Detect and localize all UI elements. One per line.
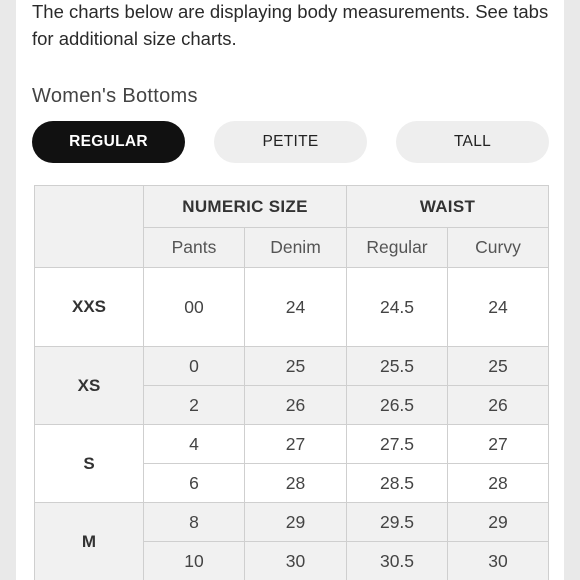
table-cell: 6 [144,464,245,503]
table-cell: 30.5 [347,542,448,580]
tab-petite[interactable]: PETITE [214,121,367,163]
size-label: XXS [35,268,144,347]
table-cell: 24.5 [347,268,448,347]
table-cell: 00 [144,268,245,347]
table-cell: 27 [448,425,549,464]
table-cell: 10 [144,542,245,580]
table-cell: 24 [448,268,549,347]
subheader-curvy: Curvy [448,228,549,268]
table-cell: 25.5 [347,347,448,386]
table-cell: 30 [448,542,549,580]
size-chart-table [34,185,549,580]
table-cell: 29.5 [347,503,448,542]
tab-regular[interactable]: REGULAR [32,121,185,163]
table-cell: 28 [448,464,549,503]
table-row [35,268,549,347]
table-cell: 24 [245,268,347,347]
table-cell: 26.5 [347,386,448,425]
size-label: XS [35,347,144,425]
table-cell: 4 [144,425,245,464]
table-cell: 25 [448,347,549,386]
subheader-denim: Denim [245,228,347,268]
table-row [35,425,549,464]
size-label: S [35,425,144,503]
table-cell: 25 [245,347,347,386]
tab-tall[interactable]: TALL [396,121,549,163]
table-cell: 0 [144,347,245,386]
table-row [35,347,549,386]
table-cell: 29 [245,503,347,542]
table-cell: 8 [144,503,245,542]
header-waist: WAIST [347,186,549,228]
table-cell: 27 [245,425,347,464]
table-cell: 27.5 [347,425,448,464]
subheader-pants: Pants [144,228,245,268]
table-cell: 26 [245,386,347,425]
intro-text: The charts below are displaying body measurements. See tabs for additional size charts. [32,1,549,49]
table-row [35,503,549,542]
header-numeric-size: NUMERIC SIZE [144,186,347,228]
corner-cell [35,186,144,268]
table-cell: 28 [245,464,347,503]
subheader-regular: Regular [347,228,448,268]
table-cell: 30 [245,542,347,580]
size-chart-panel [16,0,564,580]
table-cell: 26 [448,386,549,425]
table-cell: 28.5 [347,464,448,503]
size-label: M [35,503,144,580]
table-cell: 2 [144,386,245,425]
section-title: Women's Bottoms [32,85,198,107]
table-cell: 29 [448,503,549,542]
